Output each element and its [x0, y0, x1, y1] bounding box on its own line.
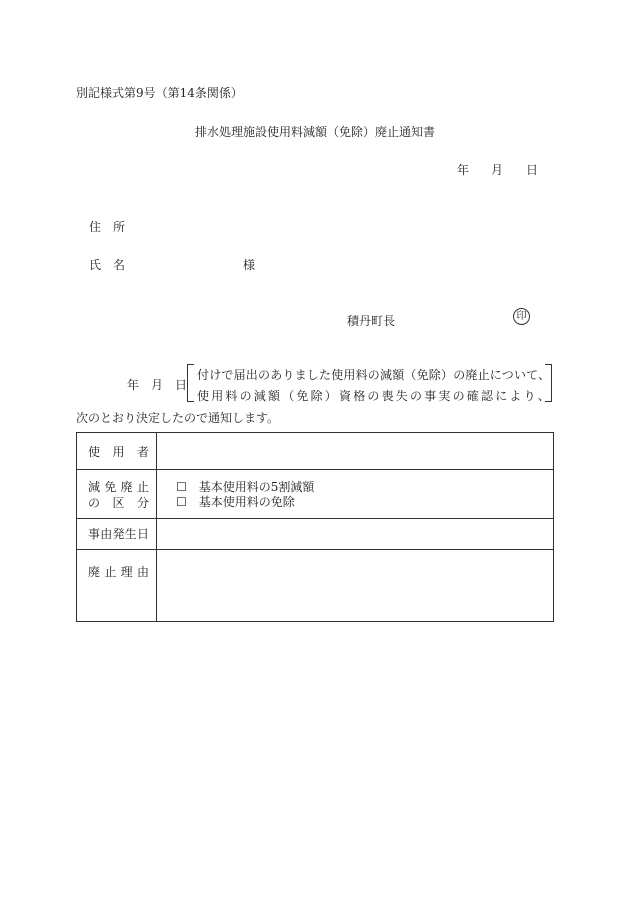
body-line-2: 使用料の減額（免除）資格の喪失の事実の確認により、 — [197, 389, 553, 403]
option-label: 基本使用料の免除 — [198, 495, 295, 509]
table-row-occurrence-date — [77, 519, 554, 550]
body-date-year: 年 — [127, 378, 140, 392]
issuer-title: 積丹町長 — [347, 314, 396, 328]
reason-value-cell[interactable] — [157, 550, 554, 622]
seal-mark: 印 — [513, 308, 530, 325]
category-label-line-2: の区分 — [88, 496, 149, 510]
reason-label: 廃止理由 — [88, 565, 149, 579]
option-exemption[interactable] — [176, 495, 553, 510]
body-date-day: 日 — [175, 378, 188, 392]
label-cell-occurrence-date — [77, 519, 157, 550]
document-title: 排水処理施設使用料減額（免除）廃止通知書 — [194, 125, 435, 139]
option-label: 基本使用料の5割減額 — [198, 480, 315, 494]
date-year: 年 — [457, 163, 470, 177]
body-line-1: 付けで届出のありました使用料の減額（免除）の廃止について、 — [197, 368, 551, 382]
address-label-1: 住 — [89, 220, 102, 234]
checkbox-icon[interactable]: ☐ — [176, 480, 187, 494]
occurrence-date-value-cell[interactable] — [157, 519, 554, 550]
notice-table — [76, 432, 554, 622]
body-line-3: 次のとおり決定したので通知します。 — [76, 411, 280, 425]
label-cell-reason — [77, 550, 157, 622]
category-label-line-1: 減免廃止 — [88, 480, 149, 494]
table-row-reason — [77, 550, 554, 622]
label-cell-category — [77, 470, 157, 519]
table-row-user — [77, 433, 554, 470]
form-number: 別記様式第9号（第14条関係） — [76, 86, 243, 100]
bracket-left — [187, 364, 194, 402]
user-label: 使用者 — [88, 445, 149, 459]
date-day: 日 — [526, 163, 539, 177]
name-label-2: 名 — [113, 258, 126, 272]
category-options-cell — [157, 470, 554, 519]
label-cell-user — [77, 433, 157, 470]
checkbox-icon[interactable]: ☐ — [176, 495, 187, 509]
body-date-month: 月 — [151, 378, 164, 392]
honorific: 様 — [243, 258, 256, 272]
option-half-reduction[interactable] — [176, 480, 553, 495]
table-row-category — [77, 470, 554, 519]
occurrence-date-label: 事由発生日 — [88, 527, 149, 541]
user-value-cell[interactable] — [157, 433, 554, 470]
address-label-2: 所 — [113, 220, 126, 234]
name-label-1: 氏 — [89, 258, 102, 272]
date-month: 月 — [491, 163, 504, 177]
